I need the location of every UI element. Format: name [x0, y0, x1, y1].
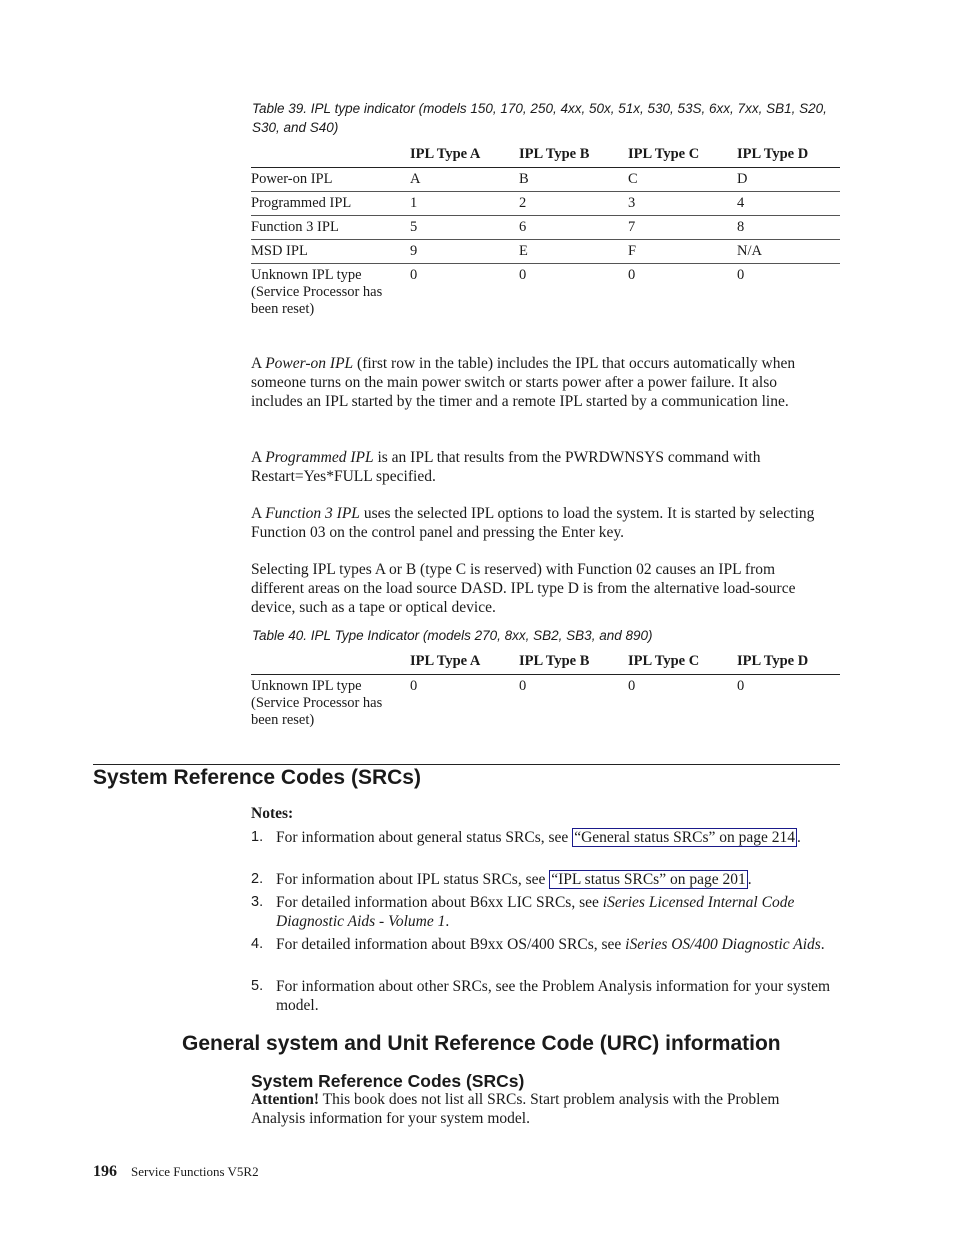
table39-caption: Table 39. IPL type indicator (models 150, 170, 250, 4xx, 50x, 51x, 530, 53S, 6xx, 7xx, SB1, S20, S30, and S40) — [252, 101, 827, 135]
table39-header-cell: IPL Type C — [628, 142, 737, 168]
subheading-srcs: System Reference Codes (SRCs) — [251, 1071, 525, 1091]
table40-header-row — [251, 649, 840, 675]
table40-header-cell: IPL Type C — [628, 649, 737, 675]
term-programmed-ipl: Programmed IPL — [265, 449, 374, 466]
attention-paragraph — [251, 1091, 831, 1129]
value-cell: 3 — [628, 192, 737, 216]
table40-header-cell — [251, 649, 410, 675]
value-cell: 2 — [519, 192, 628, 216]
table39-header-cell — [251, 142, 410, 168]
value-cell: 8 — [737, 216, 840, 240]
row-label-cell: Unknown IPL type (Service Processor has been reset) — [251, 678, 383, 728]
note-text-end: . — [747, 871, 752, 888]
value-cell: N/A — [737, 240, 840, 264]
note-text — [276, 828, 841, 847]
note-text-end: . — [445, 913, 450, 930]
section-heading-srcs: System Reference Codes (SRCs) — [93, 766, 421, 789]
value-cell: D — [737, 168, 840, 192]
value-cell: F — [628, 240, 737, 264]
paragraph-lead: A — [251, 449, 266, 466]
paragraph-lead: A — [251, 355, 266, 372]
table40-header-cell: IPL Type B — [519, 649, 628, 675]
section-rule — [93, 764, 840, 765]
note-text — [276, 870, 841, 889]
note-number: 2. — [251, 871, 264, 887]
book-title-reference: iSeries OS/400 Diagnostic Aids — [625, 936, 821, 953]
note-text — [276, 977, 841, 1015]
value-cell: 5 — [410, 216, 519, 240]
row-label-cell: Power-on IPL — [251, 168, 410, 192]
term-function3-ipl: Function 3 IPL — [265, 505, 360, 522]
paragraph-text: is an IPL that results from the PWRDWNSYS command with Restart=Yes*FULL specified. — [251, 449, 761, 485]
table-row — [251, 192, 840, 216]
value-cell: 0 — [737, 678, 745, 694]
row-label-cell: Programmed IPL — [251, 192, 410, 216]
paragraph-power-on-ipl — [251, 355, 826, 411]
value-cell: 0 — [628, 267, 636, 283]
note-text-lead: For information about IPL status SRCs, see — [276, 871, 550, 888]
paragraph-programmed-ipl — [251, 449, 826, 487]
row-label-cell: Function 3 IPL — [251, 216, 410, 240]
value-cell: 0 — [737, 267, 745, 283]
note-number: 1. — [251, 829, 264, 845]
value-cell: 4 — [737, 192, 840, 216]
book-title-reference: iSeries Licensed Internal Code Diagnostic Aids - Volume 1 — [276, 894, 795, 930]
attention-text: This book does not list all SRCs. Start problem analysis with the Problem Analysis information for your system model. — [251, 1091, 780, 1127]
paragraph-lead: A — [251, 505, 266, 522]
value-cell: 0 — [628, 678, 636, 694]
attention-label: Attention! — [251, 1091, 320, 1108]
table-row — [251, 168, 840, 192]
table39-header-cell: IPL Type D — [737, 142, 840, 168]
page-number: 196 — [93, 1163, 117, 1180]
table-row — [251, 216, 840, 240]
value-cell: 7 — [628, 216, 737, 240]
row-label-cell: MSD IPL — [251, 240, 410, 264]
table-row — [251, 240, 840, 264]
table39-header-row — [251, 142, 840, 168]
row-label-cell: Unknown IPL type (Service Processor has been reset) — [251, 267, 383, 317]
note-text — [276, 893, 841, 931]
cross-reference-link[interactable]: “IPL status SRCs” on page 201 — [551, 871, 746, 888]
note-number: 5. — [251, 978, 264, 994]
value-cell: 9 — [410, 240, 519, 264]
section-heading-urc: General system and Unit Reference Code (URC) information — [182, 1032, 781, 1055]
table-row — [251, 264, 840, 322]
note-text-lead: For detailed information about B9xx OS/400 SRCs, see — [276, 936, 626, 953]
paragraph-text: uses the selected IPL options to load the system. It is started by selecting Function 03 on the control panel and pressing the Enter key. — [251, 505, 815, 541]
table40-header-cell: IPL Type D — [737, 649, 840, 675]
page-footer — [93, 1163, 259, 1181]
table-row — [251, 675, 840, 733]
value-cell: C — [628, 168, 737, 192]
paragraph-function3-ipl — [251, 505, 826, 543]
value-cell: B — [519, 168, 628, 192]
notes-title: Notes: — [251, 805, 294, 822]
value-cell: 0 — [519, 678, 527, 694]
table40 — [251, 649, 840, 732]
value-cell: 1 — [410, 192, 519, 216]
table39 — [251, 142, 840, 321]
note-text-end: . — [820, 936, 825, 953]
note-text — [276, 935, 841, 954]
book-title: Service Functions V5R2 — [131, 1164, 259, 1179]
note-number: 4. — [251, 936, 264, 952]
value-cell: 0 — [519, 267, 527, 283]
table40-caption: Table 40. IPL Type Indicator (models 270, 8xx, SB2, SB3, and 890) — [252, 628, 653, 643]
table39-header-cell: IPL Type B — [519, 142, 628, 168]
paragraph-text: (first row in the table) includes the IPL that occurs automatically when someone turns on the main power switch or starts power after a power failure. It also includes an IPL started by the timer and a remote IPL started by a communication line. — [251, 355, 796, 410]
term-power-on-ipl: Power-on IPL — [265, 355, 354, 372]
value-cell: 6 — [519, 216, 628, 240]
table39-header-cell: IPL Type A — [410, 142, 519, 168]
note-text-lead: For information about general status SRCs, see — [276, 829, 573, 846]
note-text-end: . — [797, 829, 801, 846]
paragraph-ipl-types: Selecting IPL types A or B (type C is reserved) with Function 02 causes an IPL from different areas on the load source DASD. IPL type D is from the alternative load-source device, such as a tape or optical device. — [251, 561, 796, 616]
value-cell: E — [519, 240, 628, 264]
cross-reference-link[interactable]: “General status SRCs” on page 214 — [574, 829, 796, 846]
value-cell: A — [410, 168, 519, 192]
table40-header-cell: IPL Type A — [410, 649, 519, 675]
value-cell: 0 — [410, 267, 418, 283]
value-cell: 0 — [410, 678, 418, 694]
note-text-lead: For information about other SRCs, see the Problem Analysis information for your system model. — [276, 978, 831, 1014]
note-text-lead: For detailed information about B6xx LIC SRCs, see — [276, 894, 603, 911]
note-number: 3. — [251, 894, 264, 910]
